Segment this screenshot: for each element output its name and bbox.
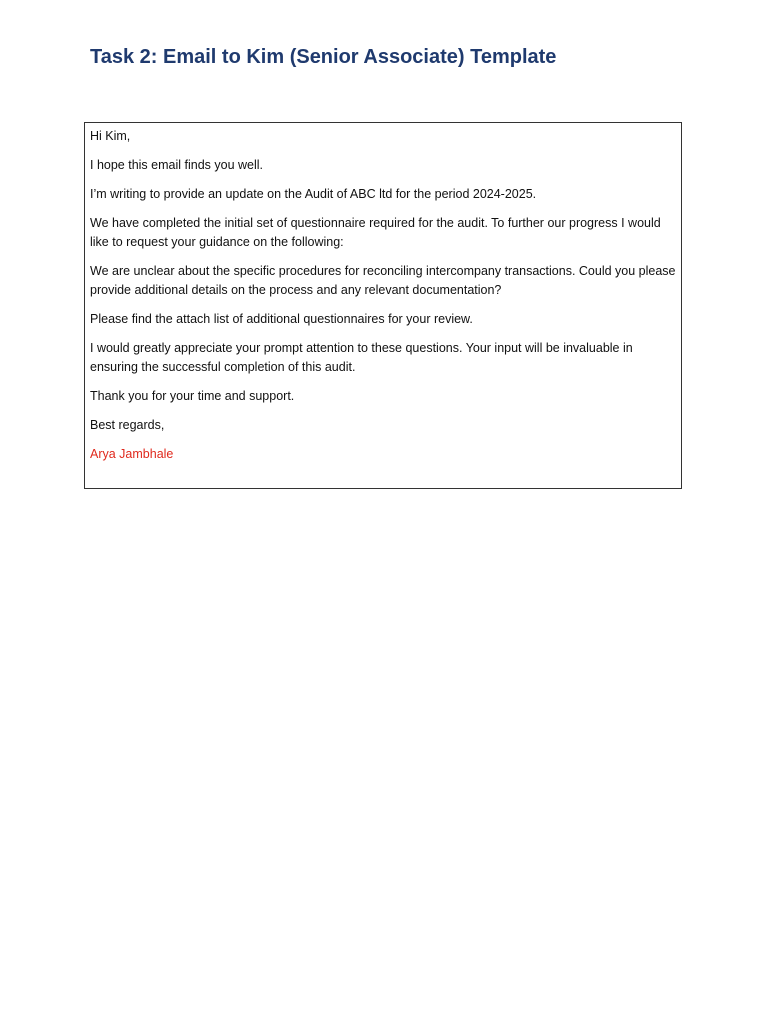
email-template-box: [84, 122, 682, 489]
email-closing: Best regards,: [90, 418, 165, 432]
email-paragraph-question: We are unclear about the specific procedures for reconciling intercompany transactions. Could you please provide additional details on the process and any relevant documentation?: [90, 264, 676, 297]
email-paragraph-attachment: Please find the attach list of additional questionnaires for your review.: [90, 312, 473, 326]
email-paragraph-thanks: Thank you for your time and support.: [90, 389, 295, 403]
email-paragraph-wellwishes: I hope this email finds you well.: [90, 158, 264, 172]
email-paragraph-appreciation: I would greatly appreciate your prompt attention to these questions. Your input will be invaluable in ensuring the successful completion of this audit.: [90, 341, 633, 374]
email-greeting: Hi Kim,: [90, 129, 131, 143]
email-paragraph-update: I’m writing to provide an update on the Audit of ABC ltd for the period 2024-2025.: [90, 187, 537, 201]
page-title: Task 2: Email to Kim (Senior Associate) Template: [90, 46, 557, 68]
email-signature: Arya Jambhale: [90, 447, 174, 461]
email-paragraph-progress: We have completed the initial set of questionnaire required for the audit. To further our progress I would like to request your guidance on the following:: [90, 216, 661, 249]
